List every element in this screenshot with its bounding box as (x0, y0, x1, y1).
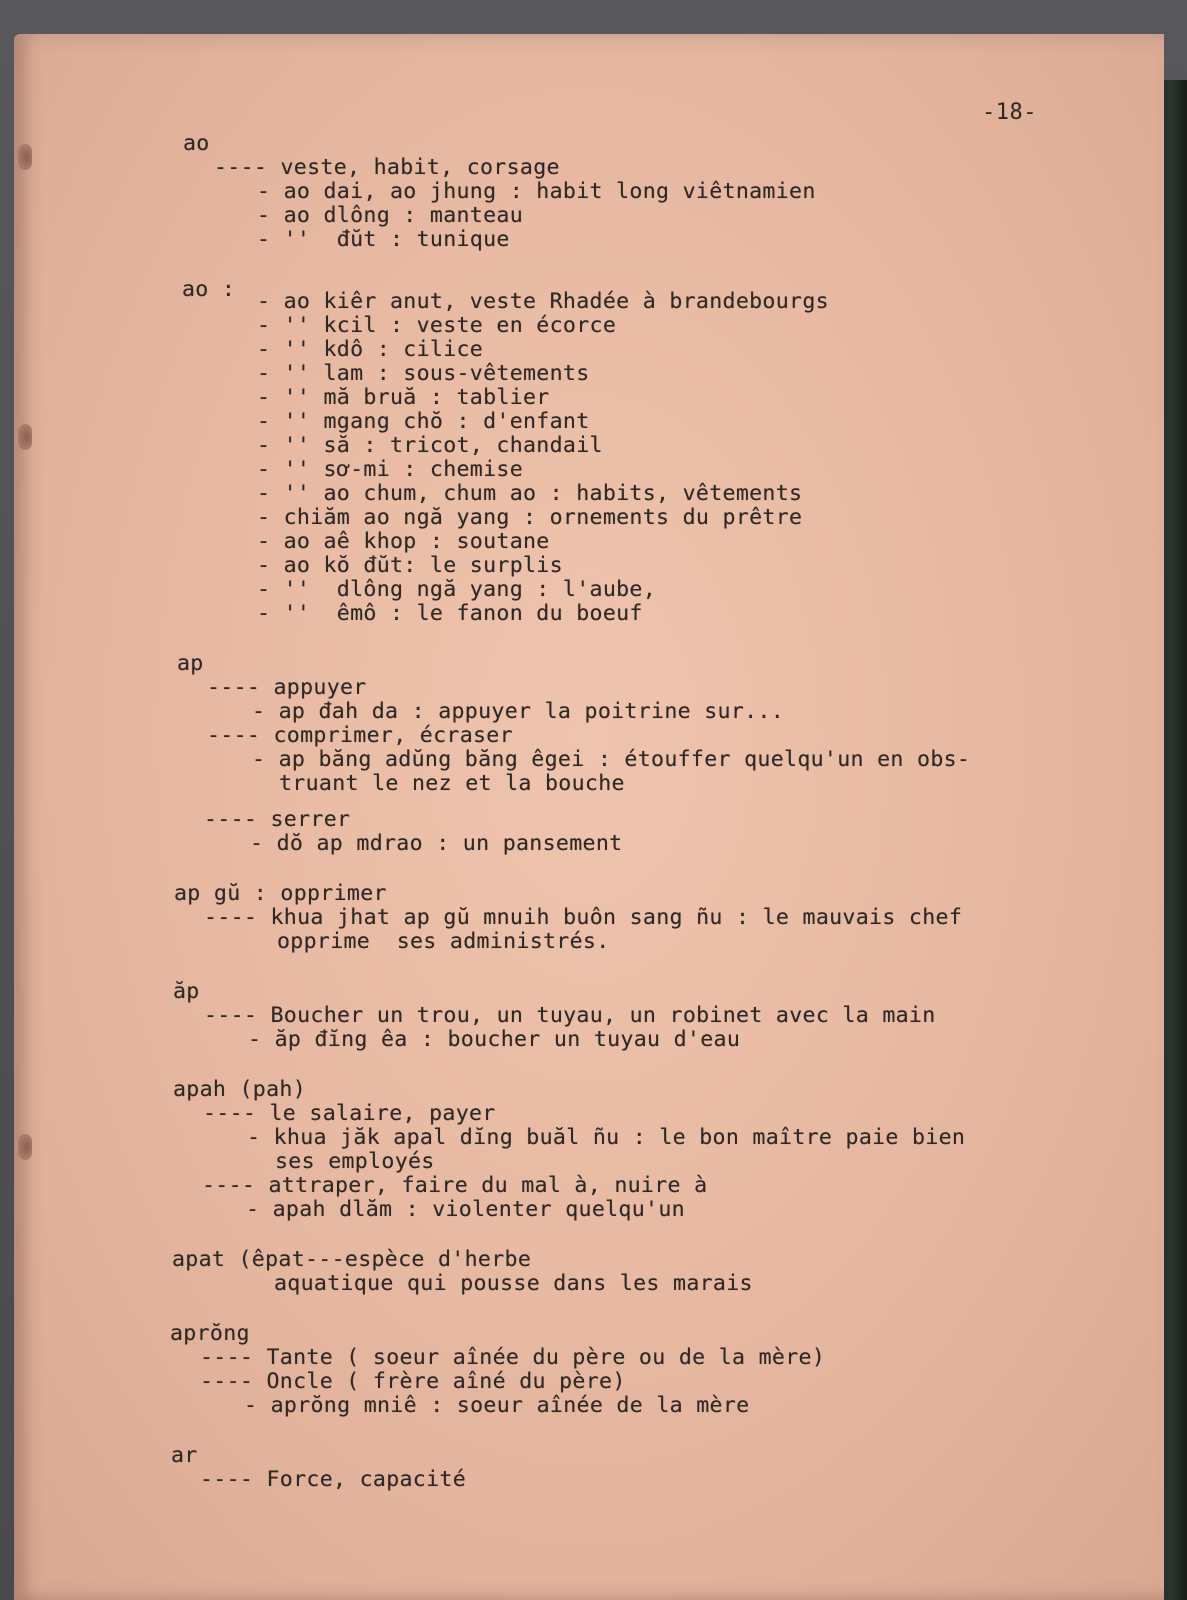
definition-line: ---- comprimer, écraser (207, 723, 513, 748)
definition-line: ---- attraper, faire du mal à, nuire à (202, 1173, 708, 1198)
headword-apah: apah (pah) (173, 1077, 307, 1102)
continuation-line: ses employés (275, 1149, 435, 1174)
example-line: - '' kdô : cilice (257, 337, 484, 362)
headword-ao-2: ao : (182, 277, 236, 302)
typed-page (14, 34, 1164, 1600)
headword-ap-breve: ăp (173, 979, 200, 1004)
example-line: - aprŏng mniê : soeur aînée de la mère (244, 1393, 750, 1418)
example-line: - ap băng adŭng băng êgei : étouffer quelqu'un en obs- (252, 747, 971, 772)
example-line: - '' kcil : veste en écorce (257, 313, 617, 338)
example-line: - '' sơ-mi : chemise (257, 457, 524, 482)
example-line: - khua jăk apal dĭng buăl ñu : le bon maître paie bien (247, 1125, 966, 1150)
example-line: - '' mgang chŏ : d'enfant (257, 409, 590, 434)
example-line: - dŏ ap mdrao : un pansement (250, 831, 623, 856)
example-line: - '' ao chum, chum ao : habits, vêtements (257, 481, 803, 506)
definition-line: ---- serrer (204, 807, 351, 832)
definition-line: ---- Oncle ( frère aîné du père) (200, 1369, 626, 1394)
example-line: - '' đŭt : tunique (257, 227, 510, 252)
continuation-line: aquatique qui pousse dans les marais (274, 1271, 753, 1296)
definition-line: ---- Boucher un trou, un tuyau, un robinet avec la main (204, 1003, 936, 1028)
continuation-line: opprime ses administrés. (277, 929, 610, 954)
definition-line: ---- appuyer (207, 675, 367, 700)
continuation-line: truant le nez et la bouche (279, 771, 625, 796)
headword-ap: ap (177, 651, 204, 676)
example-line: - '' dlông ngă yang : l'aube, (257, 577, 657, 602)
definition-line: ---- le salaire, payer (203, 1101, 496, 1126)
example-line: - ao kiêr anut, veste Rhadée à brandebourgs (257, 289, 829, 314)
example-line: - '' êmô : le fanon du boeuf (257, 601, 643, 626)
definition-line: ---- khua jhat ap gŭ mnuih buôn sang ñu : le mauvais chef (204, 905, 963, 930)
headword-ao: ao (183, 131, 210, 156)
example-line: - ao dlông : manteau (257, 203, 524, 228)
definition-line: ---- Tante ( soeur aînée du père ou de la mère) (200, 1345, 826, 1370)
definition-line: ---- veste, habit, corsage (214, 155, 560, 180)
headword-aprong: aprŏng (170, 1321, 250, 1346)
example-line: - ap đah da : appuyer la poitrine sur... (252, 699, 785, 724)
example-line: - ao aê khop : soutane (257, 529, 550, 554)
example-line: - ao kŏ đŭt: le surplis (257, 553, 563, 578)
example-line: - '' mă bruă : tablier (257, 385, 550, 410)
dictionary-entries (14, 34, 1164, 1600)
definition-line: ---- Force, capacité (200, 1467, 467, 1492)
page-number: -18- (982, 100, 1037, 125)
headword-apat: apat (êpat---espèce d'herbe (172, 1247, 532, 1272)
example-line: - ao dai, ao jhung : habit long viêtnamien (257, 179, 816, 204)
example-line: - ăp đĭng êa : boucher un tuyau d'eau (248, 1027, 741, 1052)
headword-ap-gu: ap gŭ : opprimer (174, 881, 387, 906)
example-line: - '' lam : sous-vêtements (257, 361, 590, 386)
headword-ar: ar (171, 1443, 198, 1468)
example-line: - '' să : tricot, chandail (257, 433, 603, 458)
example-line: - apah dlăm : violenter quelqu'un (246, 1197, 685, 1222)
example-line: - chiăm ao ngă yang : ornements du prêtre (257, 505, 803, 530)
